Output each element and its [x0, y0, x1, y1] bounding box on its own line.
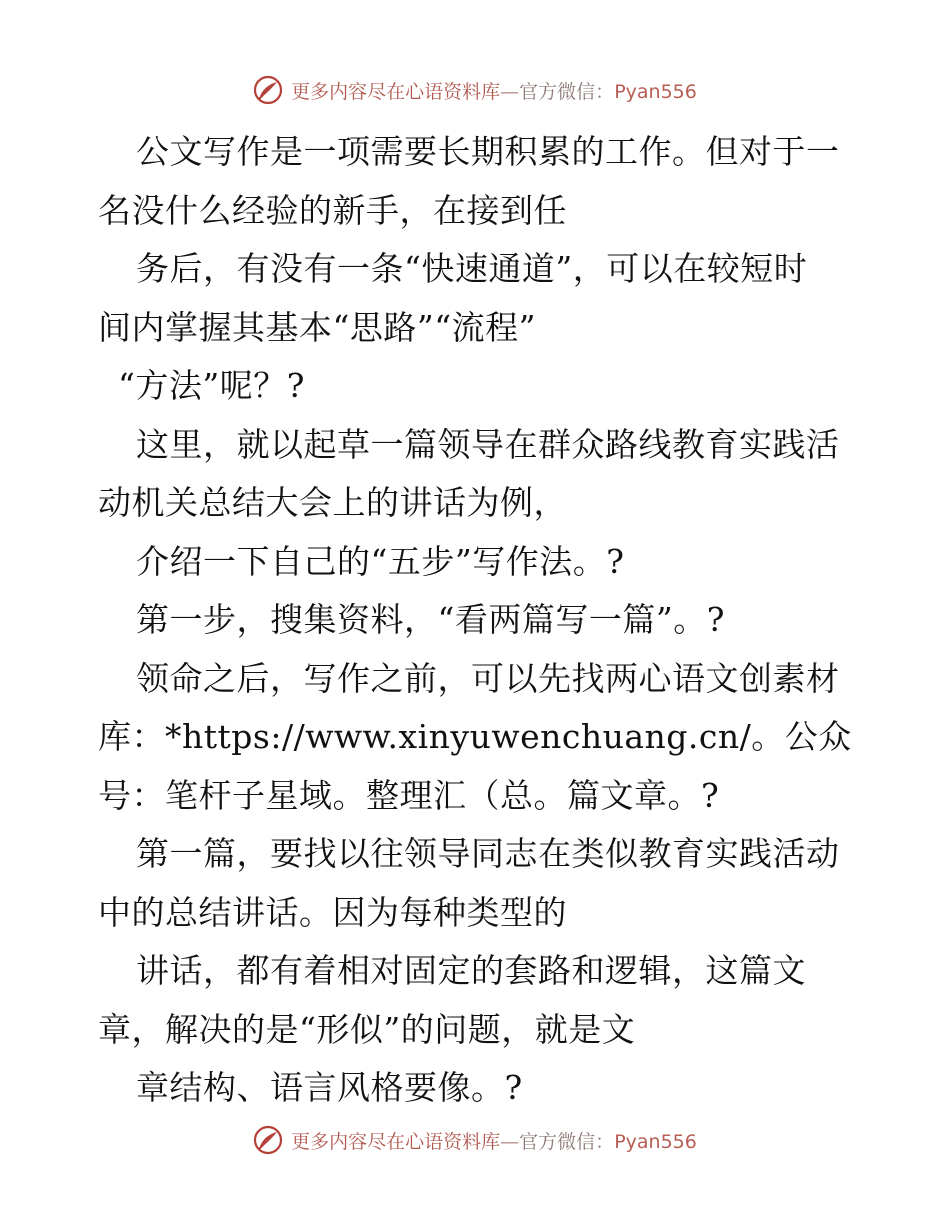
- text-line: 第一步，搜集资料，“看两篇写一篇”。?: [136, 600, 725, 639]
- watermark-wechat-id: Pyan556: [614, 1130, 697, 1153]
- pen-logo-icon: [253, 75, 283, 105]
- text-line: 领命之后，写作之前，可以先找两心语文创素材: [136, 658, 840, 698]
- text-line: 章结构、语言风格要像。?: [136, 1068, 523, 1107]
- text-line: 介绍一下自己的“五步”写作法。?: [136, 541, 625, 581]
- watermark-text: [291, 77, 697, 104]
- text-line: 中的总结讲话。因为每种类型的: [98, 892, 567, 932]
- watermark-main: 更多内容尽在心语资料库: [291, 1130, 501, 1153]
- watermark-separator: —: [500, 80, 520, 103]
- watermark-wechat-id: Pyan556: [614, 80, 697, 103]
- watermark-separator: —: [500, 1130, 520, 1153]
- text-line: 公文写作是一项需要长期积累的工作。但对于一: [136, 132, 840, 171]
- text-line: 章，解决的是“形似”的问题，就是文: [98, 1009, 636, 1049]
- pen-logo-icon: [253, 1125, 283, 1155]
- text-line: 名没什么经验的新手，在接到任: [98, 190, 567, 230]
- text-line: 库：*https://www.xinyuwenchuang.cn/。公众: [98, 717, 852, 756]
- header-watermark-banner: [0, 70, 950, 110]
- text-line: 第一篇，要找以往领导同志在类似教育实践活动: [136, 834, 840, 873]
- watermark-label: 官方微信：: [519, 80, 615, 103]
- text-line: 务后，有没有一条“快速通道”，可以在较短时: [136, 249, 808, 288]
- text-line: 间内掌握其基本“思路”“流程”: [98, 307, 536, 347]
- text-line: “方法”呢？?: [118, 366, 305, 405]
- footer-watermark-banner: [0, 1120, 950, 1160]
- text-line: 动机关总结大会上的讲话为例，: [98, 483, 567, 522]
- text-line: 这里，就以起草一篇领导在群众路线教育实践活: [136, 424, 840, 464]
- text-line: 讲话，都有着相对固定的套路和逻辑，这篇文: [136, 951, 806, 990]
- watermark-text: [291, 1127, 697, 1154]
- text-line: 号：笔杆子星域。整理汇（总。篇文章。?: [98, 775, 720, 815]
- document-body: [98, 123, 858, 1118]
- watermark-label: 官方微信：: [519, 1130, 615, 1153]
- watermark-main: 更多内容尽在心语资料库: [291, 80, 501, 103]
